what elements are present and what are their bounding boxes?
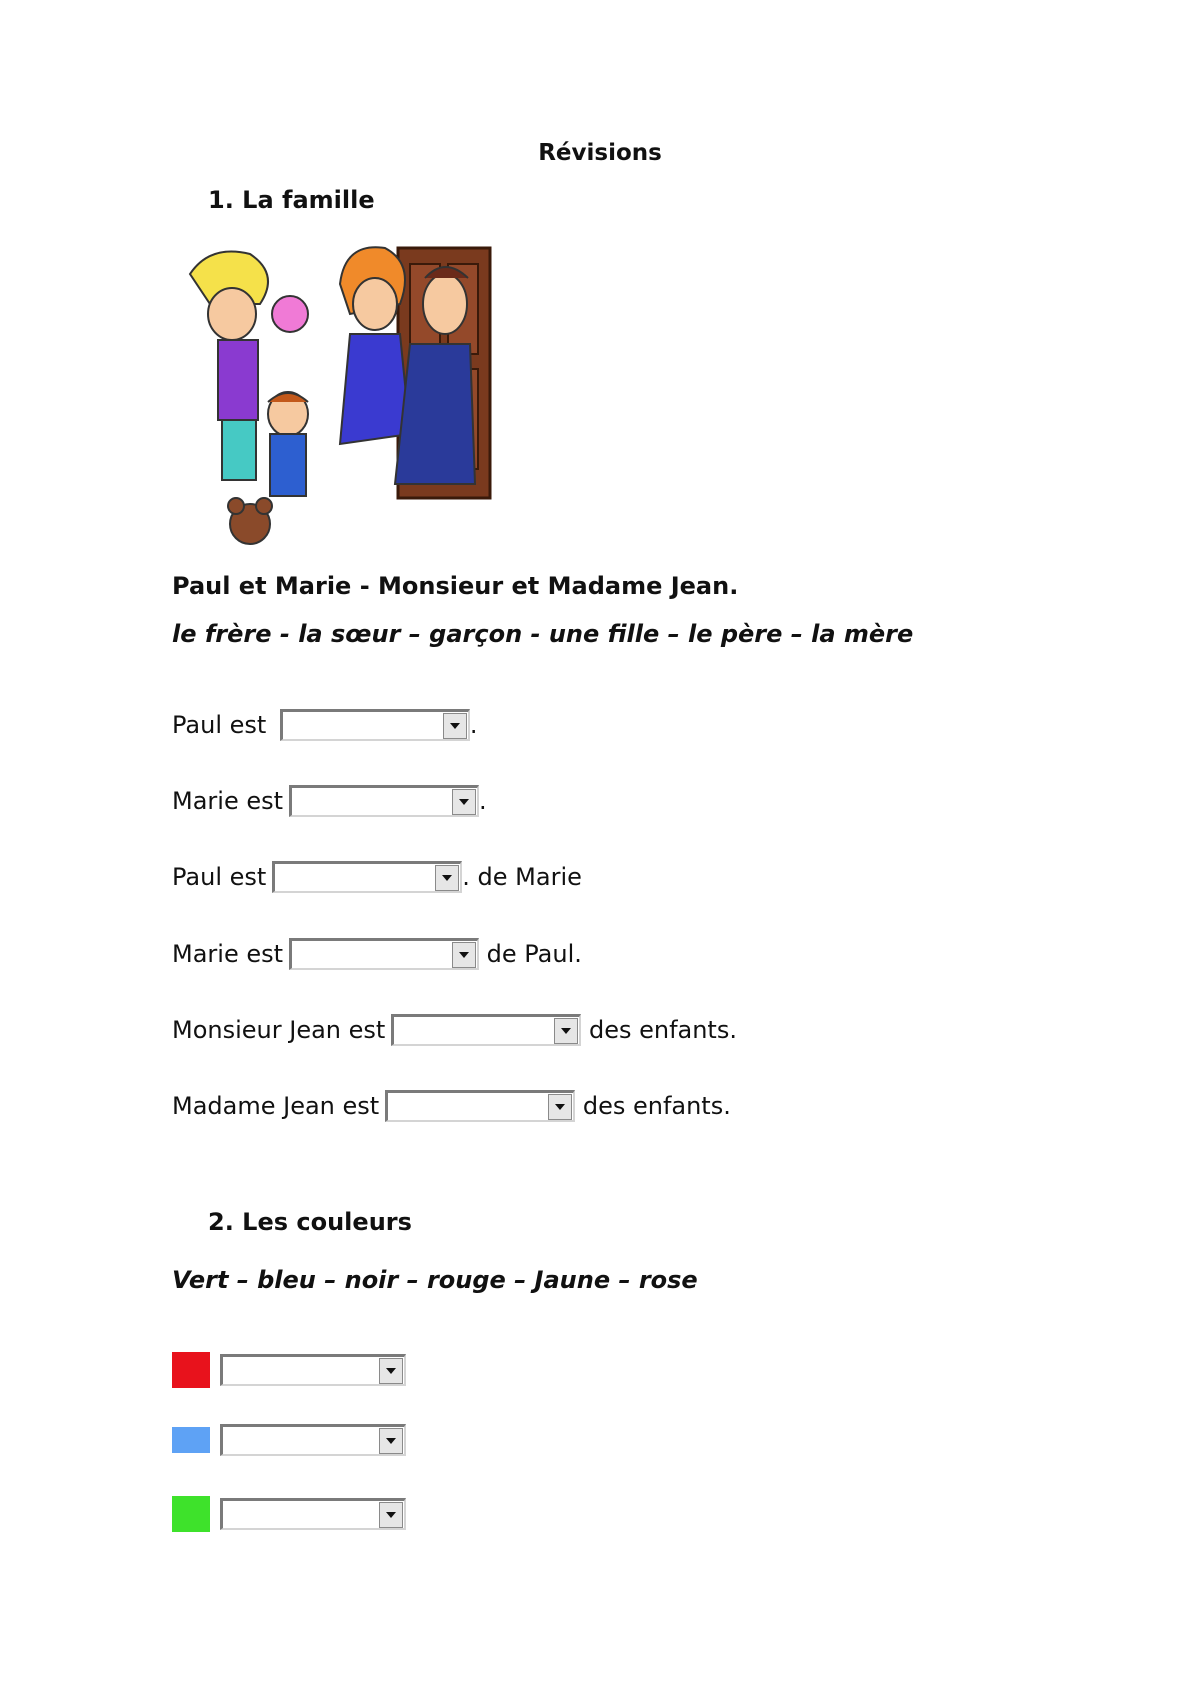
chevron-down-icon[interactable] bbox=[435, 865, 459, 891]
sentence-text-before: Marie est bbox=[172, 787, 284, 815]
color-dropdown-1[interactable] bbox=[220, 1354, 406, 1386]
sentence-text-after: des enfants. bbox=[581, 1016, 737, 1044]
names-line: Paul et Marie - Monsieur et Madame Jean. bbox=[172, 572, 739, 600]
color-row-2 bbox=[172, 1424, 406, 1456]
sentence-text-after: des enfants. bbox=[575, 1092, 731, 1120]
chevron-down-icon[interactable] bbox=[452, 942, 476, 968]
sentence-5 bbox=[172, 1013, 737, 1047]
color-swatch bbox=[172, 1496, 210, 1532]
sentence-4 bbox=[172, 937, 582, 971]
color-dropdown-2[interactable] bbox=[220, 1424, 406, 1456]
color-row-3 bbox=[172, 1496, 406, 1532]
answer-dropdown-3[interactable] bbox=[272, 861, 462, 893]
section-heading-couleurs: 2. Les couleurs bbox=[208, 1208, 412, 1236]
color-swatch bbox=[172, 1352, 210, 1388]
color-swatch bbox=[172, 1427, 210, 1453]
family-word-bank: le frère - la sœur – garçon - une fille – le père – la mère bbox=[172, 620, 914, 648]
chevron-down-icon[interactable] bbox=[379, 1358, 403, 1384]
page-title: Révisions bbox=[538, 140, 662, 166]
chevron-down-icon[interactable] bbox=[443, 713, 467, 739]
answer-dropdown-5[interactable] bbox=[391, 1014, 581, 1046]
chevron-down-icon[interactable] bbox=[379, 1428, 403, 1454]
answer-dropdown-4[interactable] bbox=[289, 938, 479, 970]
sentence-text-before: Monsieur Jean est bbox=[172, 1016, 386, 1044]
sentence-text-after: . de Marie bbox=[462, 863, 582, 891]
sentence-6 bbox=[172, 1089, 731, 1123]
chevron-down-icon[interactable] bbox=[554, 1018, 578, 1044]
sentence-text-before: Paul est bbox=[172, 711, 274, 739]
sentence-1 bbox=[172, 708, 478, 742]
color-row-1 bbox=[172, 1352, 406, 1388]
sentence-text-after: de Paul. bbox=[479, 940, 582, 968]
answer-dropdown-2[interactable] bbox=[289, 785, 479, 817]
chevron-down-icon[interactable] bbox=[548, 1094, 572, 1120]
sentence-3 bbox=[172, 860, 582, 894]
sentence-text-after: . bbox=[469, 711, 478, 739]
answer-dropdown-6[interactable] bbox=[385, 1090, 575, 1122]
chevron-down-icon[interactable] bbox=[379, 1502, 403, 1528]
sentence-text-before: Madame Jean est bbox=[172, 1092, 380, 1120]
color-word-bank: Vert – bleu – noir – rouge – Jaune – rose bbox=[172, 1266, 698, 1294]
answer-dropdown-1[interactable] bbox=[280, 709, 470, 741]
section-heading-famille: 1. La famille bbox=[208, 186, 375, 214]
sentence-text-after: . bbox=[479, 787, 487, 815]
chevron-down-icon[interactable] bbox=[452, 789, 476, 815]
sentence-text-before: Paul est bbox=[172, 863, 267, 891]
sentence-2 bbox=[172, 784, 487, 818]
family-illustration bbox=[170, 234, 515, 554]
sentence-text-before: Marie est bbox=[172, 940, 284, 968]
color-dropdown-3[interactable] bbox=[220, 1498, 406, 1530]
